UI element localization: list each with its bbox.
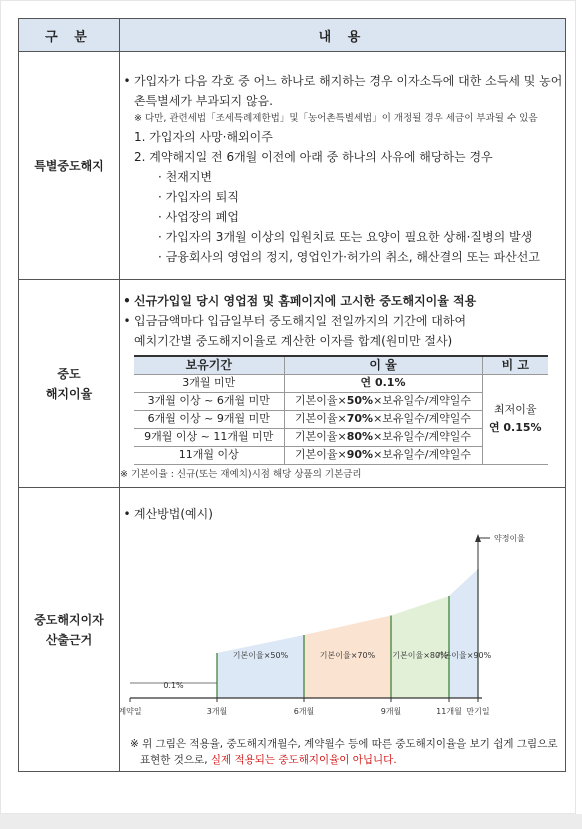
row-calc-basis xyxy=(19,488,566,772)
rate-head-remark: 비 고 xyxy=(482,356,548,375)
rate-chart-svg xyxy=(120,524,556,734)
special-item-1: 1. 가입자의 사망·해외이주 xyxy=(134,129,273,144)
content-special-termination xyxy=(120,52,566,280)
chart-x-tick-label: 만기일 xyxy=(466,706,490,716)
special-subitem: · 사업장의 폐업 xyxy=(158,209,239,224)
rate-bullet-2: • 입금금액마다 입금일부터 중도해지일 전일까지의 기간에 대하여 xyxy=(120,311,565,331)
rate-footnote: ※ 기본이율 : 신규(또는 재예치)시점 해당 상품의 기본금리 xyxy=(120,468,362,480)
bottom-shade xyxy=(0,814,582,829)
chart-x-tick-label: 6개월 xyxy=(293,706,315,716)
chart-segment-label: 기본이율×50% xyxy=(232,650,289,660)
rate-chart xyxy=(120,524,565,734)
chart-x-tick-label: 3개월 xyxy=(206,706,228,716)
special-bullet: • 가입자가 다음 각호 중 어느 하나로 해지하는 경우 이자소득에 대한 소득세 및 농어촌특별세가 부과되지 않음. xyxy=(120,71,565,111)
content-termination-rate xyxy=(120,280,566,488)
rate-bullet-1: • 신규가입일 당시 영업점 및 홈페이지에 고시한 중도해지이율 적용 xyxy=(120,291,565,311)
special-subitem: · 가입자의 3개월 이상의 입원치료 또는 요양이 필요한 상해·질병의 발생 xyxy=(158,229,533,244)
header-content: 내 용 xyxy=(120,19,566,52)
chart-segment-label: 기본이율×90% xyxy=(435,650,492,660)
terms-table xyxy=(18,18,566,772)
chart-x-tick-label: 계약일 xyxy=(120,706,142,716)
table-row: 3개월 미만 연 0.1% 최저이율 연 0.15% xyxy=(134,374,548,392)
table-row: 11개월 이상 기본이율×90%×보유일수/계약일수 xyxy=(134,446,548,464)
category-calc-basis: 중도해지이자 산출근거 xyxy=(19,488,120,772)
row-special-termination xyxy=(19,52,566,280)
header-row xyxy=(19,19,566,52)
basis-note: ※ 위 그림은 적용율, 중도해지개월수, 계약월수 등에 따른 중도해지이율을 보기 쉽게 그림으로 표현한 것으로, 실제 적용되는 중도해지이율이 아닙니다. xyxy=(130,737,558,766)
category-special-termination: 특별중도해지 xyxy=(19,52,120,280)
rate-head-rate: 이 율 xyxy=(284,356,482,375)
special-subitem: · 가입자의 퇴직 xyxy=(158,189,239,204)
special-item-2: 2. 계약해지일 전 6개월 이전에 아래 중 하나의 사유에 해당하는 경우 xyxy=(134,149,493,164)
table-row: 3개월 이상 ~ 6개월 미만 기본이율×50%×보유일수/계약일수 xyxy=(134,392,548,410)
table-row: 9개월 이상 ~ 11개월 미만 기본이율×80%×보유일수/계약일수 xyxy=(134,428,548,446)
chart-segment-label: 0.1% xyxy=(163,680,184,690)
special-note: ※ 다만, 관련세법「조세특례제한법」및「농어촌특별세법」이 개정될 경우 세금이 부과될 수 있음 xyxy=(134,112,538,124)
special-subitem: · 금융회사의 영업의 정지, 영업인가·허가의 취소, 해산결의 또는 파산선고 xyxy=(158,249,540,264)
rate-bullet-2-cont: 예치기간별 중도해지이율로 계산한 이자를 합계(원미만 절사) xyxy=(134,333,453,348)
rate-head-period: 보유기간 xyxy=(134,356,284,375)
special-subitem: · 천재지변 xyxy=(158,169,212,184)
chart-x-tick-label: 11개월 xyxy=(436,706,462,716)
row-termination-rate xyxy=(19,280,566,488)
content-calc-basis xyxy=(120,488,566,772)
chart-area-segment xyxy=(391,596,449,698)
basis-bullet: • 계산방법(예시) xyxy=(120,504,565,524)
basis-note-warning: 실제 적용되는 중도해지이율이 아닙니다. xyxy=(210,753,397,766)
chart-y-label: 약정이율 xyxy=(494,533,525,543)
header-category: 구 분 xyxy=(19,19,120,52)
rate-table-head xyxy=(134,356,548,375)
bullet-dot-icon: • xyxy=(123,313,131,328)
bullet-dot-icon: • xyxy=(123,73,131,88)
chart-segment-label: 기본이율×80% xyxy=(392,650,448,660)
bullet-dot-icon: • xyxy=(123,293,131,308)
bullet-dot-icon: • xyxy=(123,506,131,521)
chart-segment-label: 기본이율×70% xyxy=(319,650,376,660)
rate-remark: 최저이율 연 0.15% xyxy=(482,374,548,464)
rate-table xyxy=(134,355,548,465)
chart-x-tick-label: 9개월 xyxy=(380,706,402,716)
table-row: 6개월 이상 ~ 9개월 미만 기본이율×70%×보유일수/계약일수 xyxy=(134,410,548,428)
category-termination-rate: 중도 해지이율 xyxy=(19,280,120,488)
chart-area-segment xyxy=(449,569,478,698)
chart-area-segment xyxy=(217,635,304,698)
